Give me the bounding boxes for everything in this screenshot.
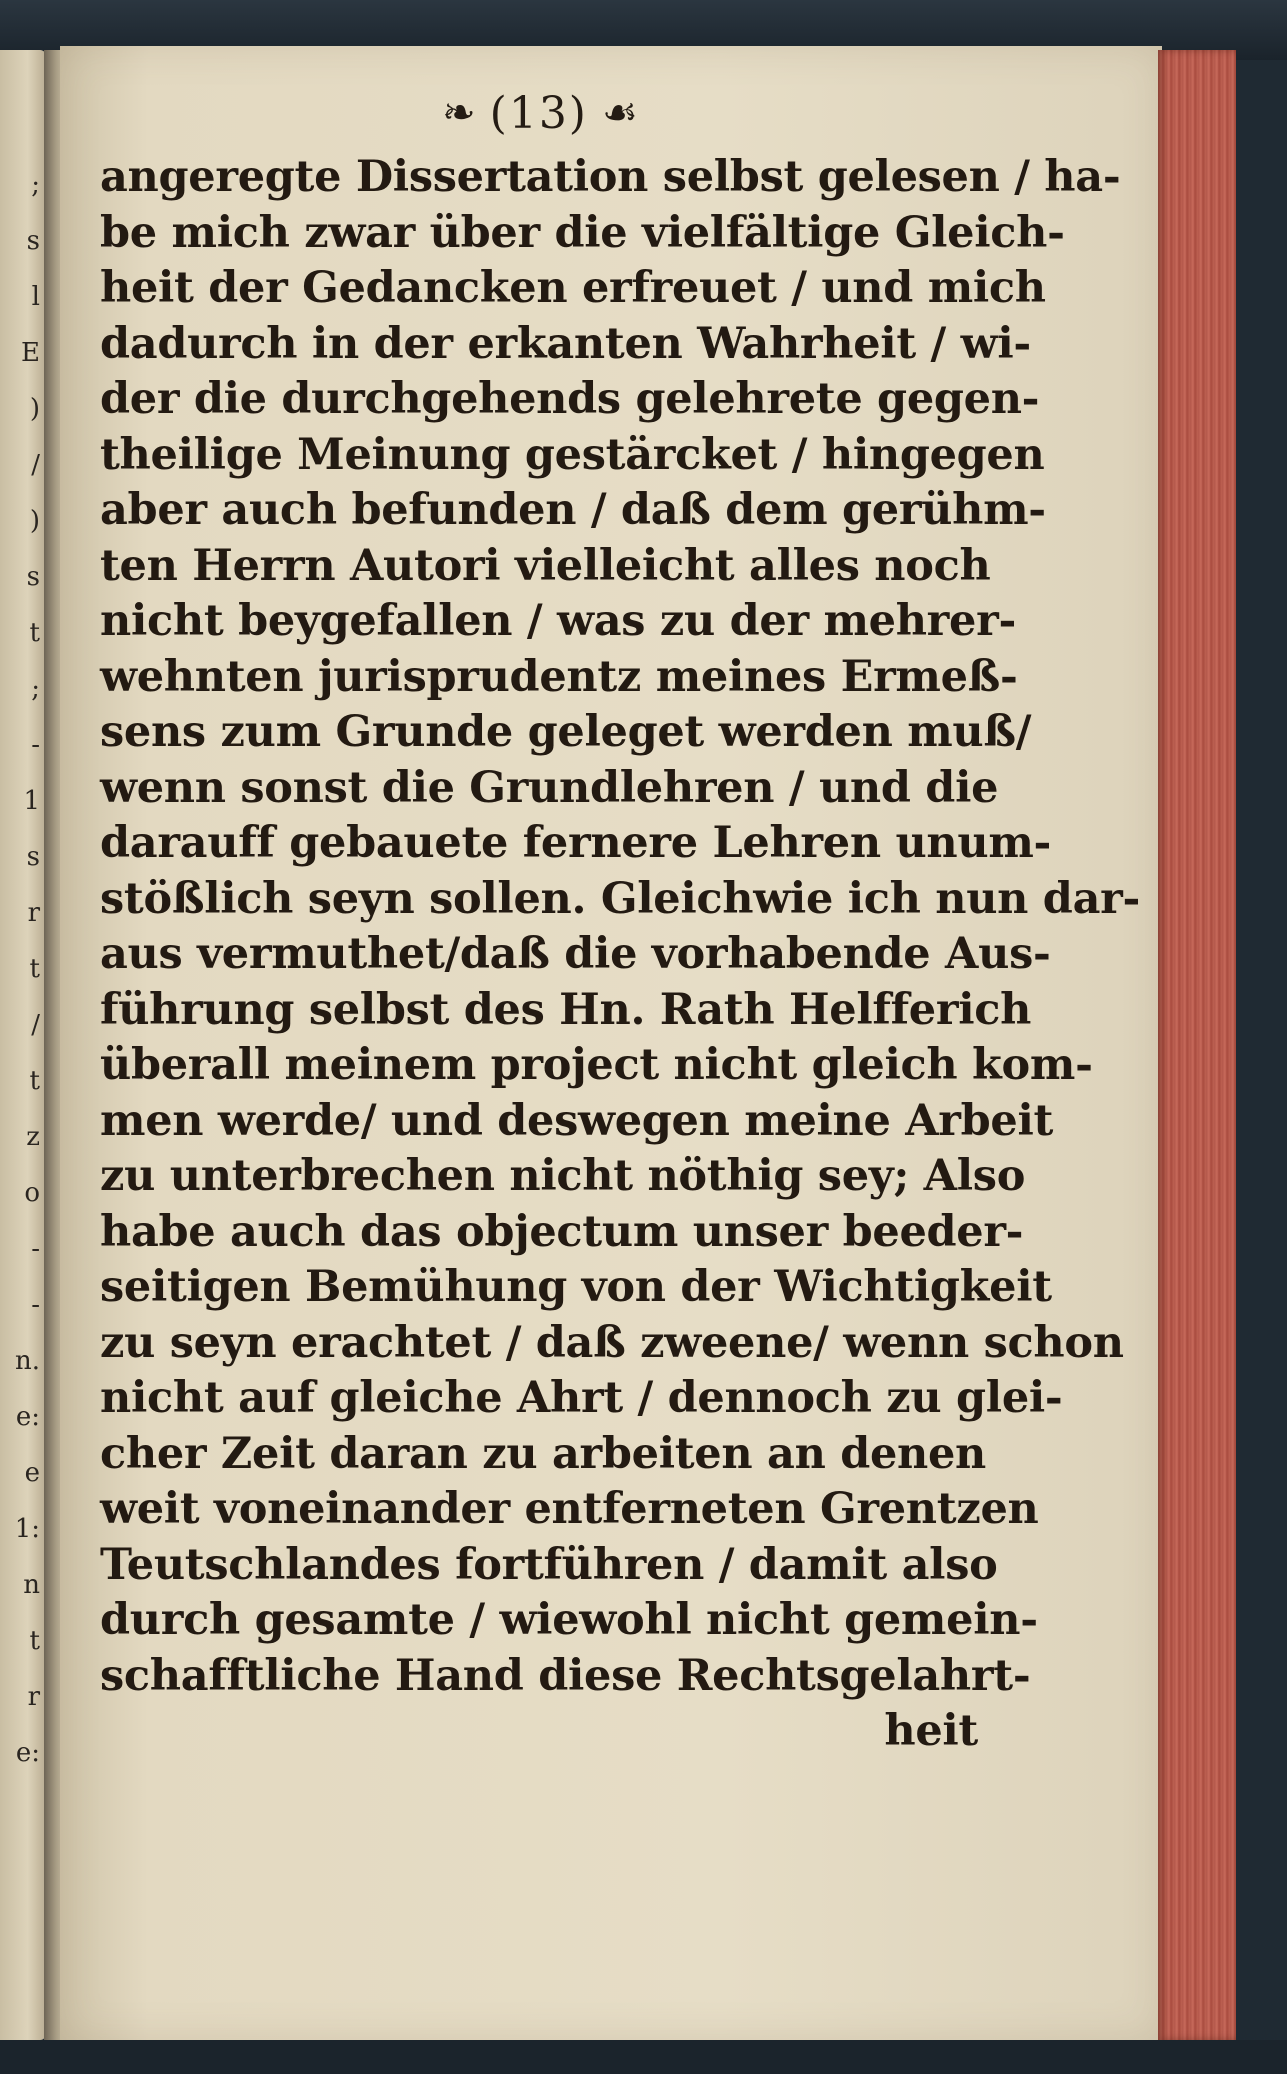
facing-page-fragment: /	[31, 1010, 40, 1040]
background-bottom	[0, 2040, 1287, 2074]
text-line: nicht beygefallen / was zu der mehrer-	[100, 596, 1016, 646]
facing-page-fragment: e:	[15, 1402, 40, 1432]
text-line: der die durchgehends gelehrete gegen-	[100, 374, 1040, 424]
facing-page-fragment: o	[24, 1178, 40, 1208]
text-line: schafftliche Hand diese Rechtsgelahrt-	[100, 1650, 1031, 1701]
facing-page-fragment: E	[21, 338, 40, 368]
facing-page-fragment: s	[26, 562, 40, 592]
facing-page-fragment: t	[29, 1066, 40, 1096]
text-line: aus vermuthet/daß die vorhabende Aus-	[100, 929, 1051, 979]
text-line: seitigen Bemühung von der Wichtigkeit	[100, 1262, 1052, 1312]
text-line: men werde/ und deswegen meine Arbeit	[100, 1095, 1054, 1146]
text-line: führung selbst des Hn. Rath Helfferich	[100, 984, 1032, 1035]
text-line: theilige Meinung gestärcket / hingegen	[100, 429, 1045, 480]
text-line: Teutschlandes fortführen / damit also	[100, 1539, 998, 1590]
text-line: durch gesamte / wiewohl nicht gemein-	[100, 1595, 1038, 1645]
facing-page-fragment: 1	[23, 786, 40, 816]
facing-page-fragment: r	[27, 898, 40, 928]
previous-page-edge	[0, 50, 46, 2040]
text-line: nicht auf gleiche Ahrt / dennoch zu glei-	[100, 1373, 1063, 1423]
page-number: (13)	[489, 87, 588, 139]
facing-page-fragment: -	[31, 730, 40, 760]
facing-page-fragment: e	[24, 1458, 40, 1488]
facing-page-fragment: -	[31, 1234, 40, 1264]
facing-page-fragment: -	[31, 1290, 40, 1320]
red-page-edges	[1158, 50, 1236, 2040]
text-line: wehnten jurisprudentz meines Ermeß-	[100, 651, 1018, 702]
facing-page-fragment: 1:	[14, 1514, 40, 1544]
text-line: heit der Gedancken erfreuet / und mich	[100, 263, 1046, 313]
facing-page-fragment: e:	[15, 1738, 40, 1768]
text-line: zu seyn erachtet / daß zweene/ wenn schon	[100, 1317, 1124, 1368]
facing-page-fragment: n.	[14, 1346, 40, 1376]
facing-page-fragment: r	[27, 1682, 40, 1712]
facing-page-fragment: n	[23, 1570, 40, 1600]
facing-page-fragment: ;	[31, 674, 40, 704]
facing-page-fragment: ;	[31, 170, 40, 200]
facing-page-fragment: t	[29, 618, 40, 648]
text-line: be mich zwar über die vielfältige Gleich-	[100, 207, 1065, 258]
page-header	[360, 78, 720, 148]
ornament-right-icon: ☙	[601, 90, 638, 136]
text-line: darauff gebauete fernere Lehren unum-	[100, 818, 1052, 868]
text-line: stößlich seyn sollen. Gleichwie ich nun dar-	[100, 873, 1141, 924]
page-body-text	[100, 150, 1141, 1760]
text-line: dadurch in der erkanten Wahrheit / wi-	[100, 318, 1031, 369]
facing-page-fragment: t	[29, 1626, 40, 1656]
facing-page-fragment: l	[31, 282, 40, 312]
text-line: heit	[884, 1706, 978, 1756]
text-line: zu unterbrechen nicht nöthig sey; Also	[100, 1151, 1026, 1201]
facing-page-fragment: s	[26, 226, 40, 256]
text-line: ten Herrn Autori vielleicht alles noch	[100, 540, 991, 591]
facing-page-fragment: s	[26, 842, 40, 872]
text-line: aber auch befunden / daß dem gerühm-	[100, 485, 1046, 535]
ornament-left-icon: ❧	[442, 90, 476, 136]
facing-page-fragment: )	[29, 394, 40, 424]
text-line: angeregte Dissertation selbst gelesen / ha-	[100, 152, 1121, 202]
text-line: habe auch das objectum unser beeder-	[100, 1206, 1024, 1257]
facing-page-fragment: )	[29, 506, 40, 536]
facing-page-fragment: /	[31, 450, 40, 480]
text-line: cher Zeit daran zu arbeiten an denen	[100, 1428, 987, 1479]
text-line: wenn sonst die Grundlehren / und die	[100, 762, 999, 813]
text-line: überall meinem project nicht gleich kom-	[100, 1040, 1093, 1090]
facing-page-fragment: t	[29, 954, 40, 984]
facing-page-fragment: z	[26, 1122, 40, 1152]
text-line: weit voneinander entferneten Grentzen	[100, 1484, 1039, 1534]
text-line: sens zum Grunde geleget werden muß/	[100, 707, 1032, 757]
